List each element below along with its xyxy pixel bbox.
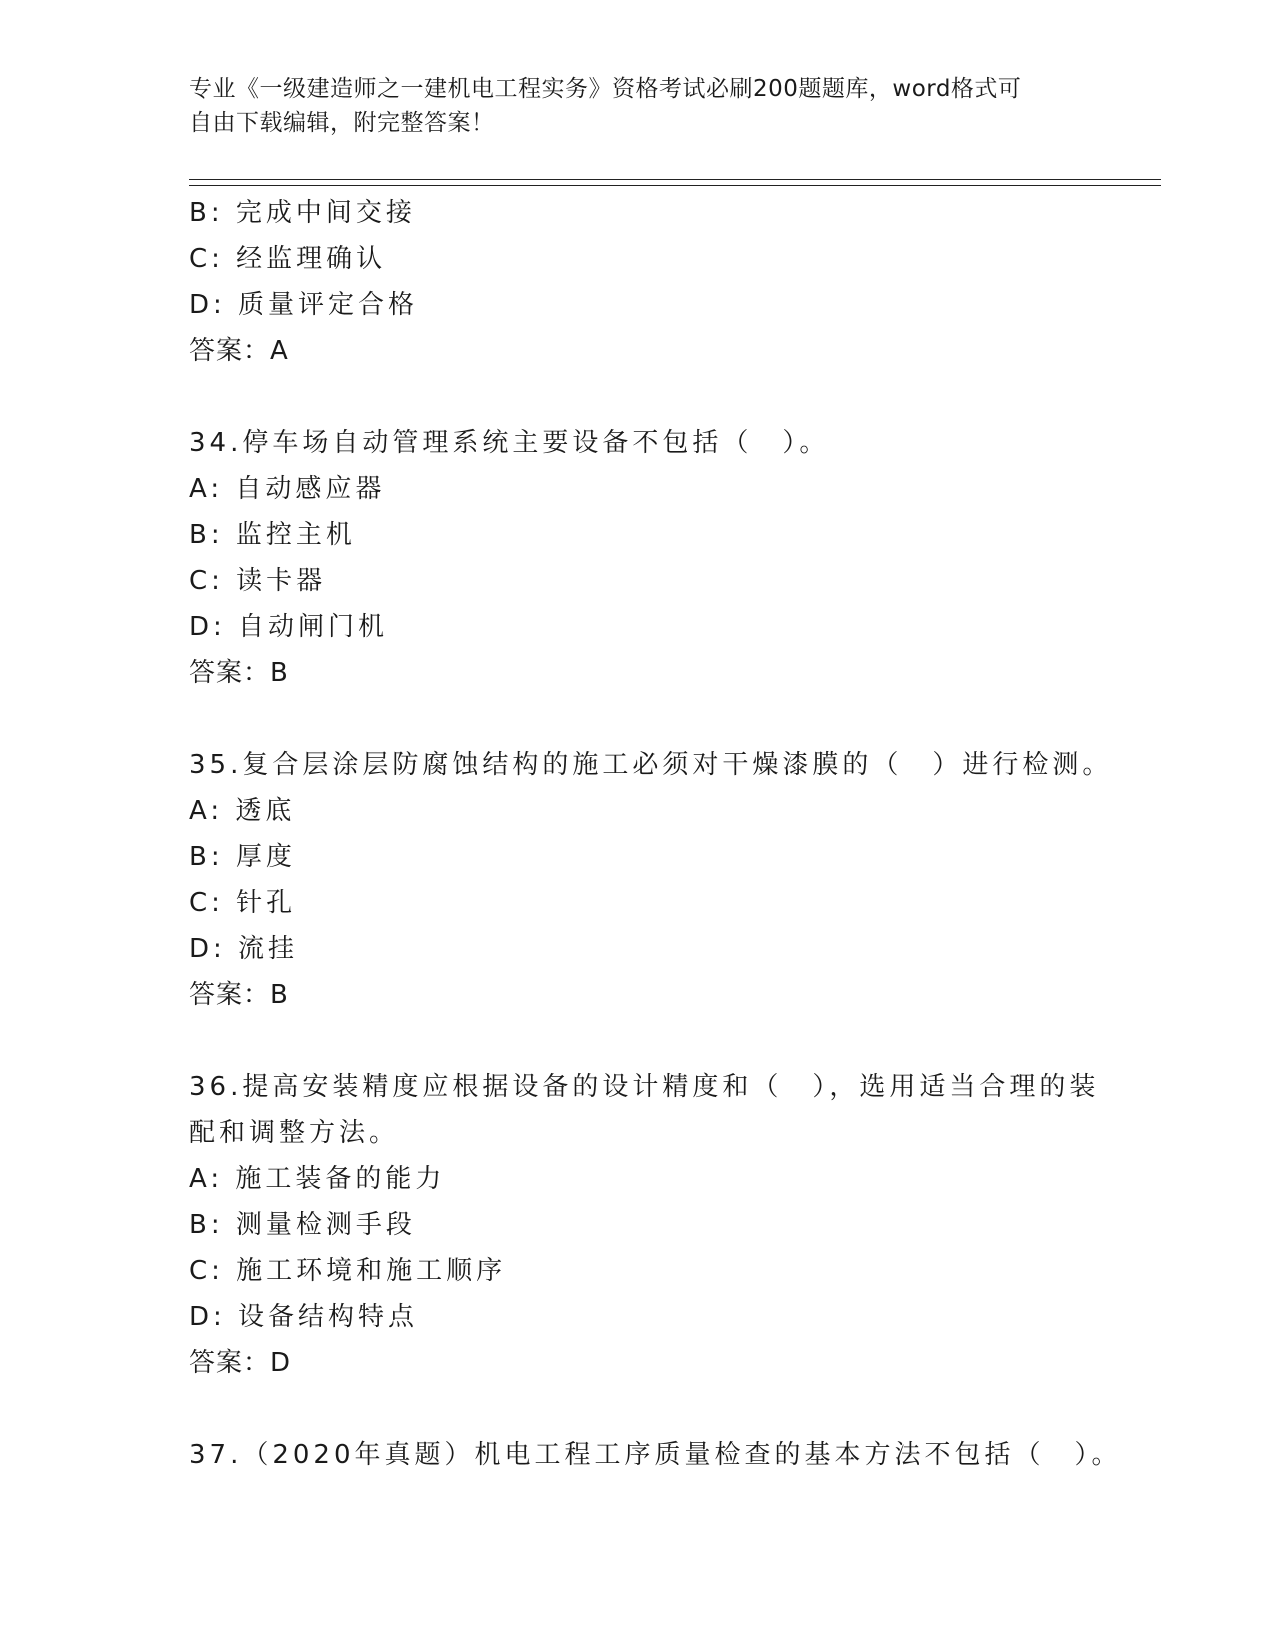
option-d: D: 流挂 [189,934,299,964]
question-stem-line-1: 36.提高安装精度应根据设备的设计精度和（ ），选用适当合理的装 [189,1072,1100,1102]
question-block-35 [189,742,1113,1018]
header-line-2: 自由下载编辑，附完整答案！ [189,110,495,136]
option-d: D: 自动闸门机 [189,612,389,642]
question-list [189,190,1122,1478]
document-header [189,72,1089,140]
answer: 答案：A [189,336,289,366]
option-c: C: 针孔 [189,888,297,918]
answer: 答案：D [189,1348,292,1378]
question-block-34 [189,420,1089,696]
answer: 答案：B [189,658,289,688]
question-stem-line-2: 配和调整方法。 [189,1118,400,1148]
option-b: B: 监控主机 [189,520,356,550]
spacer [189,1386,1089,1432]
question-stem: 37.（2020年真题）机电工程工序质量检查的基本方法不包括（ ）。 [189,1440,1122,1470]
option-a: A: 透底 [189,796,296,826]
question-block-37 [189,1432,1122,1478]
option-b: B: 完成中间交接 [189,198,416,228]
header-divider-top [189,179,1161,180]
option-b: B: 测量检测手段 [189,1210,416,1240]
question-block-continued [189,190,1089,374]
answer: 答案：B [189,980,289,1010]
option-d: D: 设备结构特点 [189,1302,419,1332]
option-c: C: 施工环境和施工顺序 [189,1256,507,1286]
spacer [189,696,1089,742]
option-c: C: 读卡器 [189,566,327,596]
option-d: D: 质量评定合格 [189,290,419,320]
option-a: A: 施工装备的能力 [189,1164,446,1194]
option-a: A: 自动感应器 [189,474,386,504]
question-stem: 35.复合层涂层防腐蚀结构的施工必须对干燥漆膜的（ ）进行检测。 [189,750,1113,780]
question-stem: 34.停车场自动管理系统主要设备不包括（ ）。 [189,428,830,458]
option-b: B: 厚度 [189,842,296,872]
header-divider-bottom [189,185,1161,186]
option-c: C: 经监理确认 [189,244,387,274]
header-line-1: 专业《一级建造师之一建机电工程实务》资格考试必刷200题题库，word格式可 [189,76,1022,102]
question-block-36 [189,1064,1100,1386]
spacer [189,1018,1089,1064]
spacer [189,374,1089,420]
